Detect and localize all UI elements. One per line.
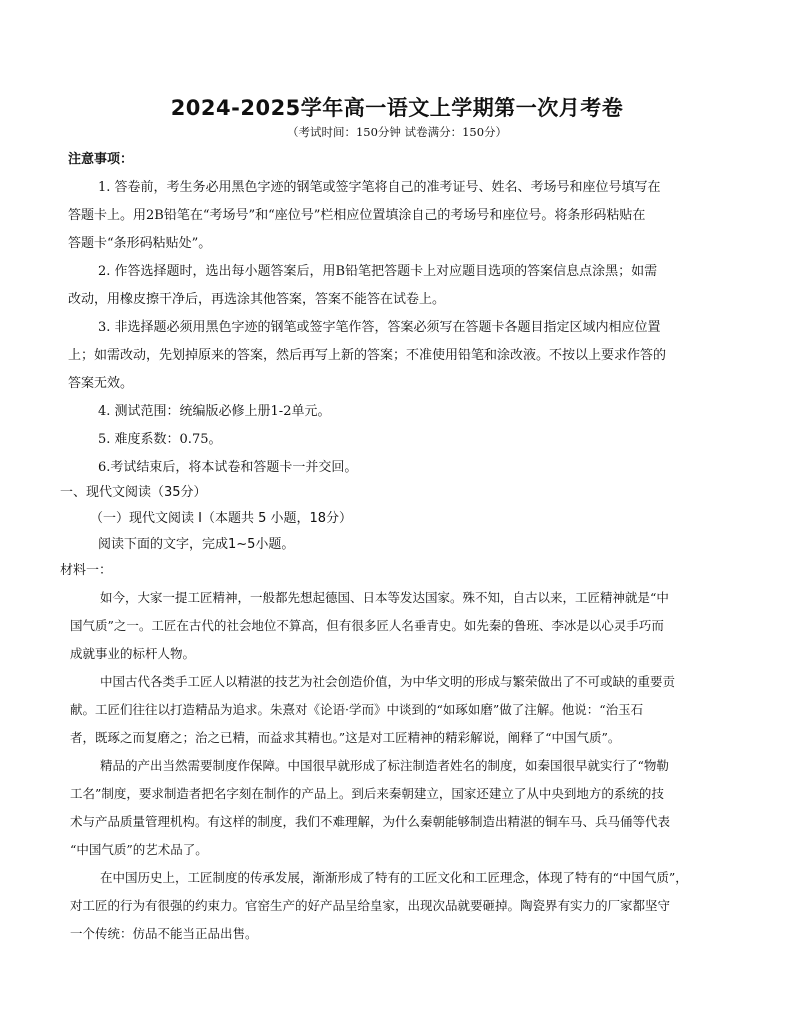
notice-heading: 注意事项：	[68, 152, 134, 167]
notice-line: 1. 答卷前，考生务必用黑色字迹的钢笔或签字笔将自己的准考证号、姓名、考场号和座位号填写在	[98, 180, 661, 195]
material-line: 术与产品质量管理机构。有这样的制度，我们不难理解，为什么秦朝能够制造出精湛的铜车马、兵马俑等代表	[70, 814, 671, 829]
notice-line: 答题卡上。用2B铅笔在“考场号”和“座位号”栏相应位置填涂自己的考场号和座位号。将条形码粘贴在	[68, 208, 646, 223]
material-line: 中国古代各类手工匠人以精湛的技艺为社会创造价值，为中华文明的形成与繁荣做出了不可或缺的重要贡	[100, 674, 676, 689]
notice-line: 答题卡“条形码粘贴处”。	[68, 236, 212, 251]
notice-line: 答案无效。	[68, 376, 134, 391]
notice-line: 5. 难度系数：0.75。	[98, 432, 222, 447]
material-line: 国气质”之一。工匠在古代的社会地位不算高，但有很多匠人名垂青史。如先秦的鲁班、李冰是以心灵手巧而	[70, 618, 664, 633]
section-reading	[60, 480, 720, 584]
material-line: 献。工匠们往往以打造精品为追求。朱熹对《论语·学而》中谈到的“如琢如磨”做了注解。他说：“治玉石	[70, 702, 644, 717]
exam-subtitle: （考试时间：150分钟 试卷满分：150分）	[286, 125, 508, 139]
notice-line: 3. 非选择题必须用黑色字迹的钢笔或签字笔作答，答案必须写在答题卡各题目指定区域内相应位置	[98, 320, 661, 335]
material-line: 成就事业的标杆人物。	[70, 646, 196, 661]
material-line: 工名”制度，要求制造者把名字刻在制作的产品上。到后来秦朝建立，国家还建立了从中央到地方的系统的技	[70, 786, 664, 801]
material-line: “中国气质”的艺术品了。	[70, 842, 208, 857]
material-line: 如今，大家一提工匠精神，一般都先想起德国、日本等发达国家。殊不知，自古以来，工匠精神就是“中	[100, 590, 669, 605]
notice-line: 上；如需改动，先划掉原来的答案，然后再写上新的答案；不准使用铅笔和涂改液。不按以上要求作答的	[68, 348, 667, 363]
material-line: 在中国历史上，工匠制度的传承发展，渐渐形成了特有的工匠文化和工匠理念，体现了特有的“中国气质”，	[100, 870, 688, 885]
section-heading: 一、现代文阅读（35分）	[60, 485, 207, 500]
notice-line: 4. 测试范围：统编版必修上册1-2单元。	[98, 404, 331, 419]
notice-line: 2. 作答选择题时，选出每小题答案后，用B铅笔把答题卡上对应题目选项的答案信息点涂黑；如需	[98, 264, 658, 279]
notice-section	[68, 146, 728, 482]
material-line: 精品的产出当然需要制度作保障。中国很早就形成了标注制造者姓名的制度，如秦国很早就实行了“物勒	[100, 758, 669, 773]
sub-section-heading: （一）现代文阅读 I（本题共 5 小题，18分）	[90, 511, 353, 526]
reading-instruction: 阅读下面的文字，完成1~5小题。	[98, 537, 295, 552]
material-label: 材料一：	[60, 563, 113, 578]
material-line: 一个传统：仿品不能当正品出售。	[70, 926, 258, 941]
material-line: 对工匠的行为有很强的约束力。官窑生产的好产品呈给皇家，出现次品就要砸掉。陶瓷界有实力的厂家都坚守	[70, 898, 671, 913]
material-text	[70, 584, 730, 948]
material-line: 者，既琢之而复磨之；治之已精，而益求其精也。”这是对工匠精神的精彩解说，阐释了“中国气质”。	[70, 730, 621, 745]
notice-line: 改动，用橡皮擦干净后，再选涂其他答案，答案不能答在试卷上。	[68, 292, 446, 307]
notice-line: 6.考试结束后，将本试卷和答题卡一并交回。	[98, 460, 358, 475]
exam-title: 2024-2025学年高一语文上学期第一次月考卷	[170, 96, 624, 120]
